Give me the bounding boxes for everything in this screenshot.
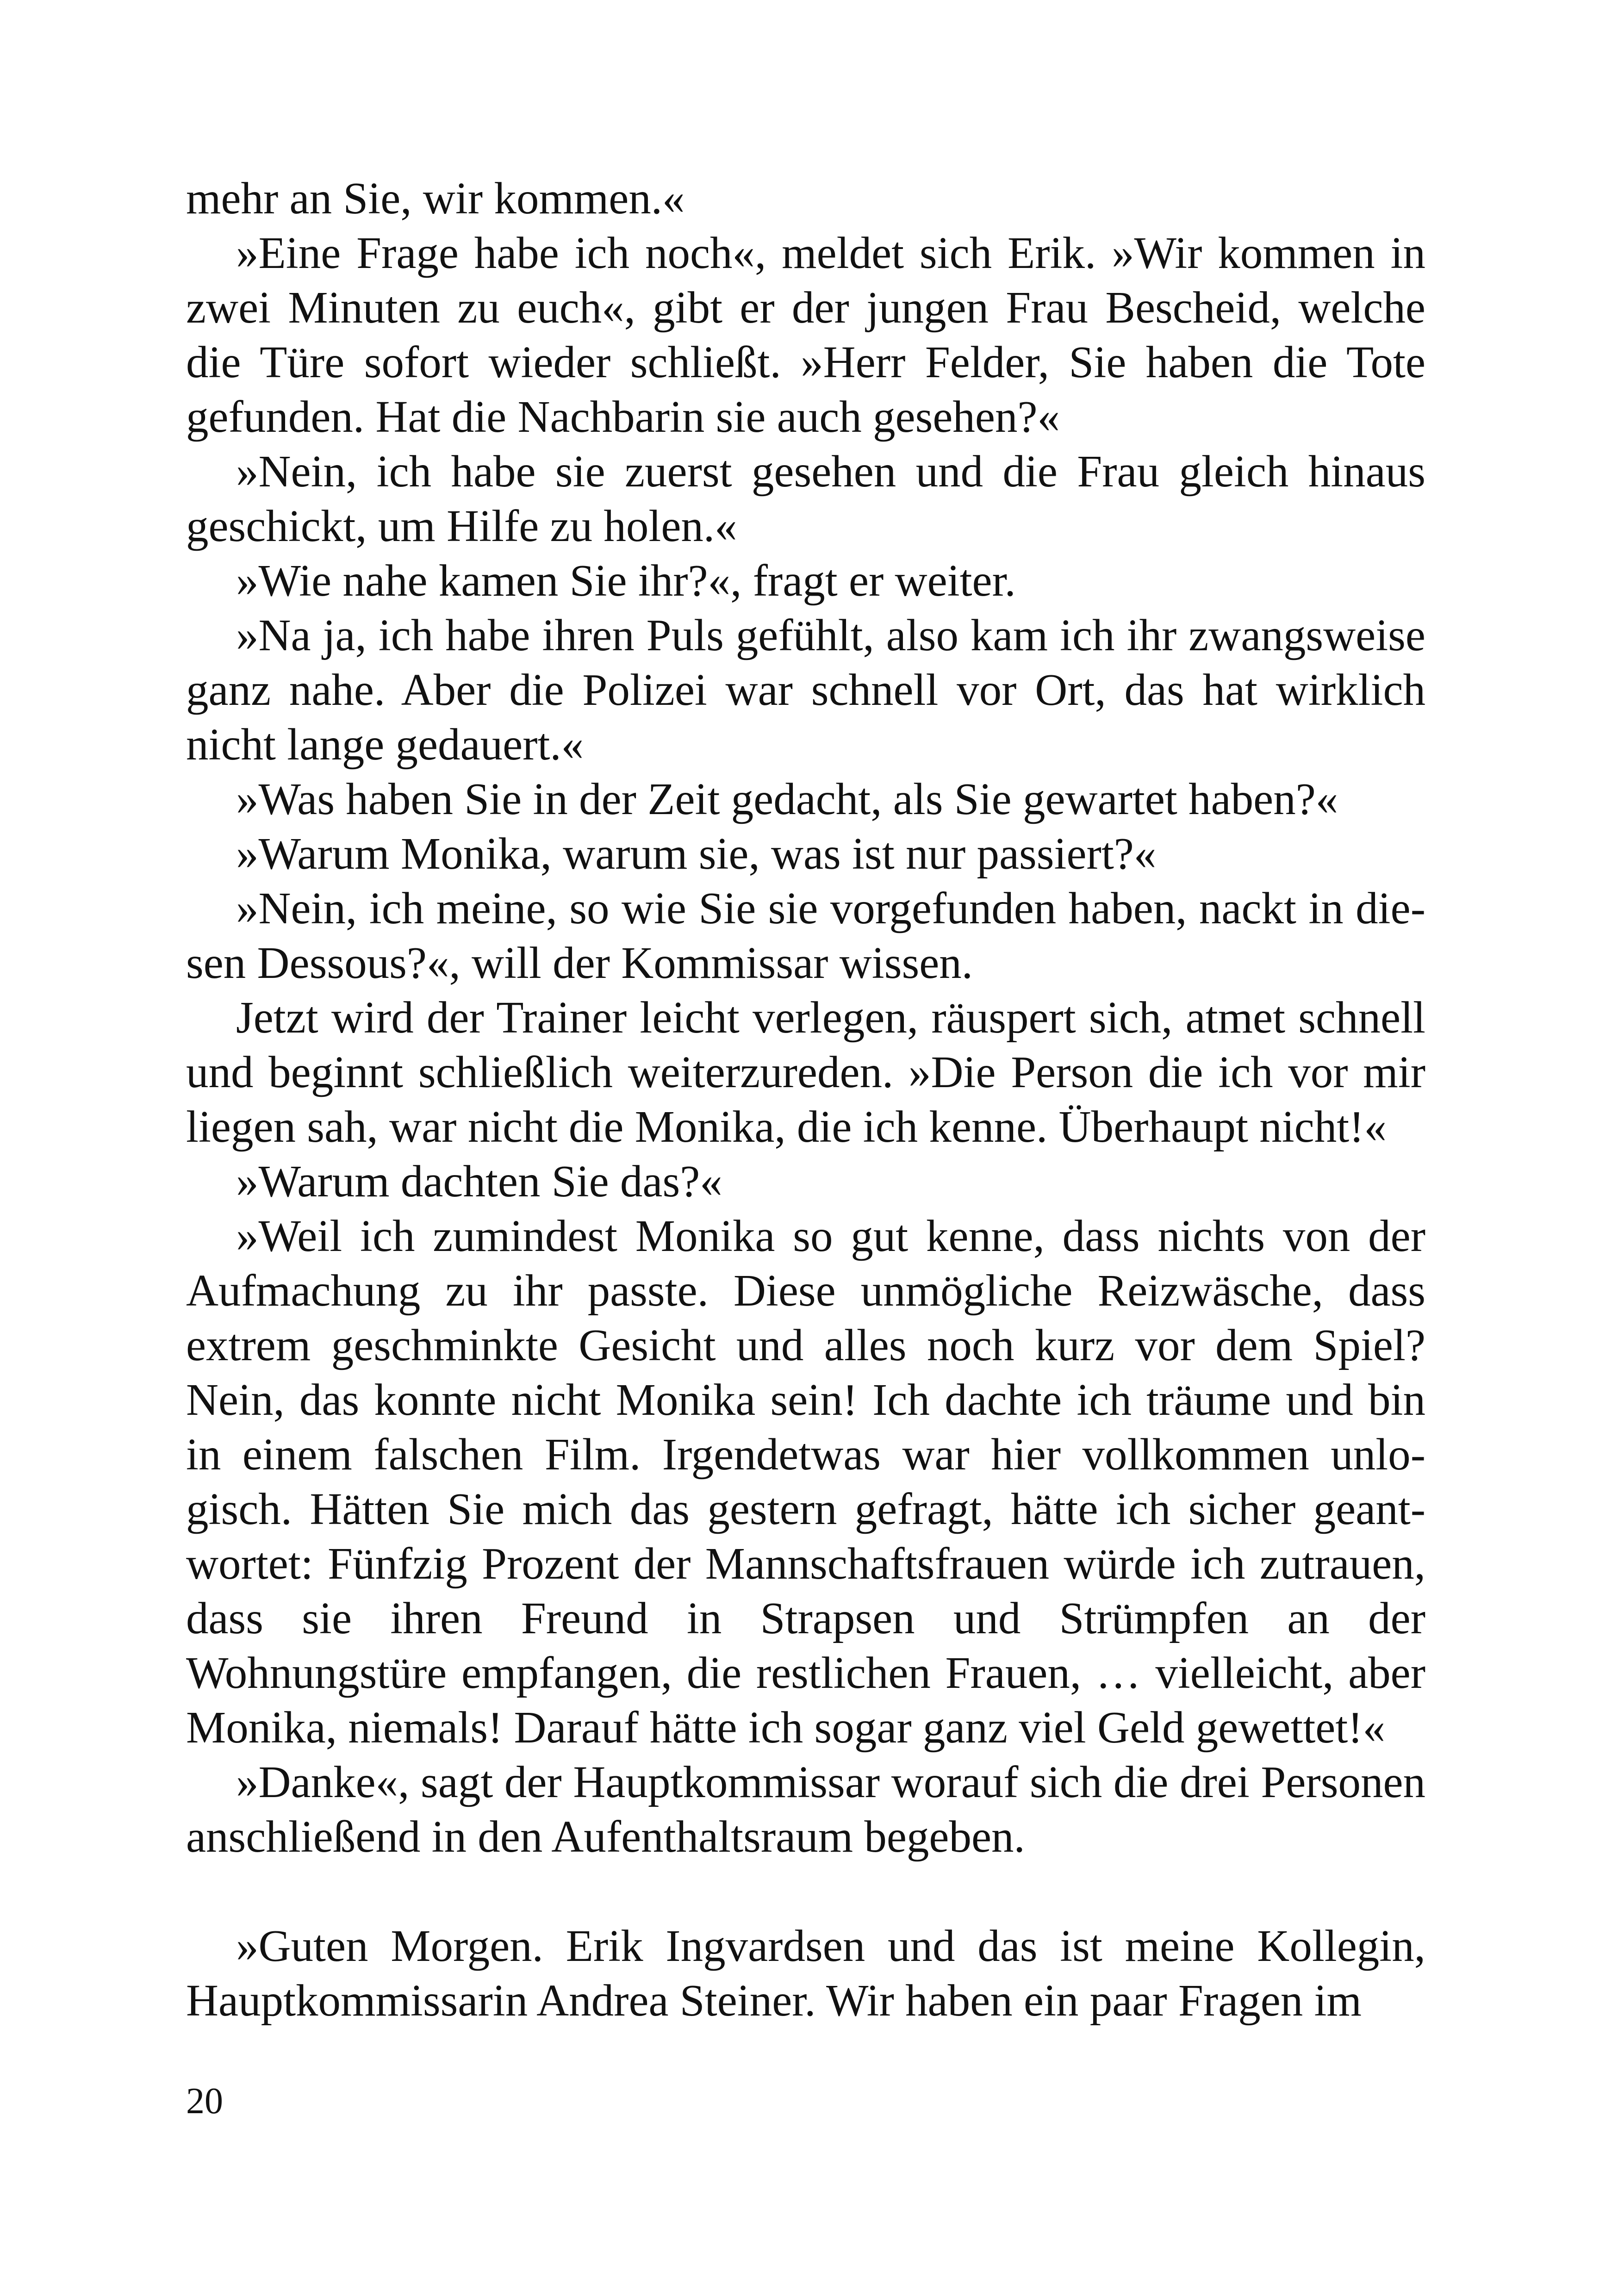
paragraph: Jetzt wird der Trainer leicht verlegen, räuspert sich, atmet schnell und beginnt schließlich weiterzureden. »Die Person die ich vor mir liegen sah, war nicht die Monika, die ich kenne. Überhaupt nicht!« [186,993,1425,1151]
paragraph: »Danke«, sagt der Hauptkommissar worauf sich die drei Personen anschließend in den Aufenthaltsraum begeben. [186,1757,1425,1861]
paragraph: mehr an Sie, wir kommen.« [186,174,685,223]
paragraph: »Was haben Sie in der Zeit gedacht, als Sie gewartet haben?« [236,774,1338,824]
paragraph: »Weil ich zumindest Monika so gut kenne, dass nichts von der Aufmachung zu ihr passte. Diese unmögliche Reizwäsche, dass extrem geschminkte Gesicht und alles noch kurz vor dem Spiel? Nein, das konnte nicht Monika sein! Ich dachte ich träume und bin in einem falschen Film. Irgendetwas war hier vollkommen unlogisch. Hätten Sie mich das gestern gefragt, hätte ich sicher geantwortet: Fünfzig Prozent der Mannschaftsfrauen würde ich zutrauen, dass sie ihren Freund in Strapsen und Strümpfen an der Wohnungstüre empfangen, die restlichen Frauen, … vielleicht, aber Monika, niemals! Darauf hätte ich sogar ganz viel Geld gewettet!« [186,1211,1425,1752]
paragraph: »Guten Morgen. Erik Ingvardsen und das ist meine Kollegin, Hauptkommissarin Andrea Steiner. Wir haben ein paar Fragen im [186,1921,1425,2025]
paragraph: »Warum dachten Sie das?« [236,1157,722,1206]
paragraph: »Nein, ich habe sie zuerst gesehen und die Frau gleich hinaus geschickt, um Hilfe zu holen.« [186,447,1425,551]
page-number: 20 [186,2081,223,2122]
paragraph: »Nein, ich meine, so wie Sie sie vorgefunden haben, nackt in diesen Dessous?«, will der Kommissar wissen. [186,884,1425,988]
paragraph: »Eine Frage habe ich noch«, meldet sich Erik. »Wir kommen in zwei Minuten zu euch«, gibt er der jungen Frau Bescheid, welche die Türe sofort wieder schließt. »Herr Felder, Sie haben die Tote gefunden. Hat die Nachbarin sie auch gesehen?« [186,228,1425,442]
body-text [186,171,1425,2028]
paragraph: »Na ja, ich habe ihren Puls gefühlt, also kam ich ihr zwangsweise ganz nahe. Aber die Polizei war schnell vor Ort, das hat wirklich nicht lange gedauert.« [186,610,1425,769]
paragraph: »Warum Monika, warum sie, was ist nur passiert?« [236,829,1157,878]
paragraph: »Wie nahe kamen Sie ihr?«, fragt er weiter. [236,556,1016,605]
